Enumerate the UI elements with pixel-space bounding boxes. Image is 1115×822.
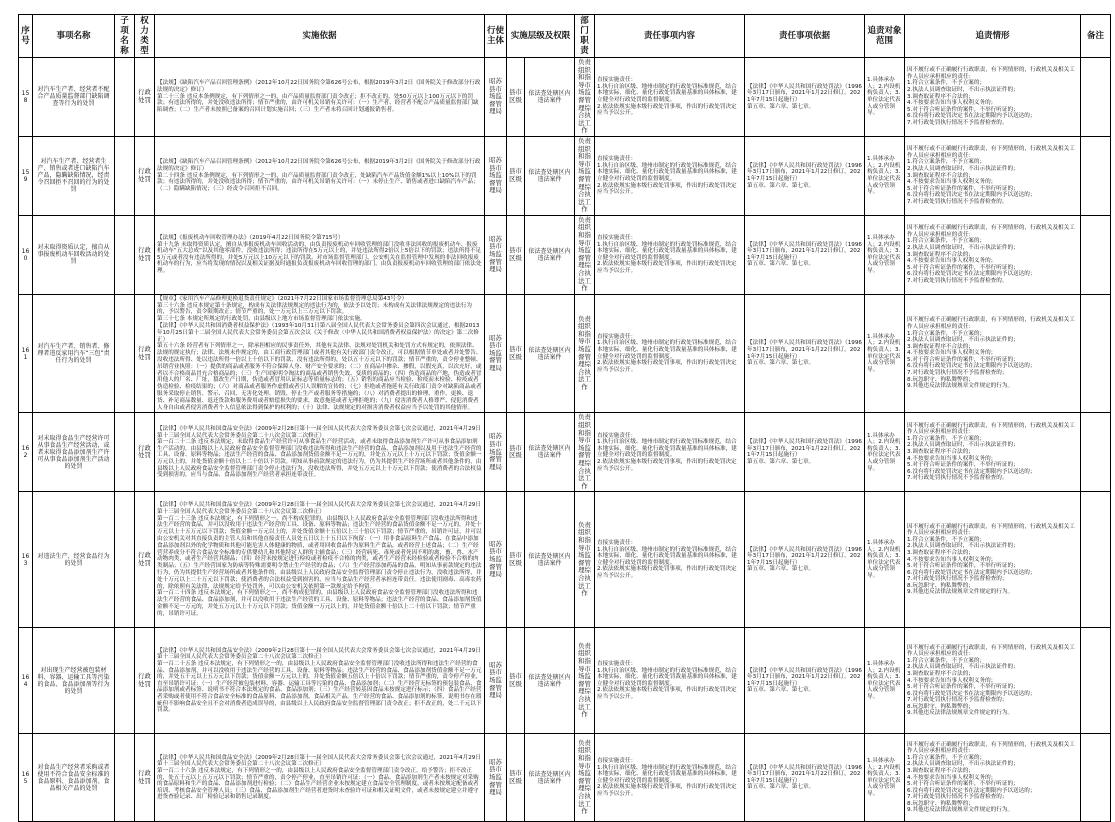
table-row [19,628,1111,734]
responsibility-basis: 【法律】《中华人民共和国行政处罚法》（1996年3月17日颁布，2021年1月22日修订，2021年7月15日起施行） 第五章、第六章、第七章。 [745,58,865,137]
power-type: 行政处罚 [135,58,155,137]
accountability-targets: 1.具体承办人；2.内设机构负责人；3.单位法定代表人或分管领导。 [865,628,905,734]
implementing-subject: 昭苏县市场监督管理局 [485,628,507,734]
sub-item-name [115,413,135,492]
accountability-situations: 因不履行或不正确履行行政职责，有下列情形的，行政机关及相关工作人员应承担相应的责任： 1.符合立案条件，不予立案的； 2.执法人员调查取证时，不出示执法证件的； 3.调查取证程序不合法的； 4.不按要求告知当事人权利义务的； 5.对于符合听证条件的案件，不举行听证的； 6.没有将行政处罚决定书在法定期限内予以送达的； 7.对行政处罚执行情况不予监督检查的。 [905,215,1081,294]
sub-item-name [115,628,135,734]
implementation-scope: 依法查处辖区内违法案件 [525,136,575,215]
accountability-targets: 1.具体承办人；2.内设机构负责人；3.单位法定代表人或分管领导。 [865,294,905,413]
department-duty: 负责组织和指导市场监督管理综合执法工作 [575,734,595,822]
accountability-situations: 因不履行或不正确履行行政职责，有下列情形的，行政机关及相关工作人员应承担相应的责任： 1.符合立案条件，不予立案的； 2.执法人员调查取证时，不出示执法证件的； 3.调查取证程序不合法的； 4.不按要求告知当事人权利义务的； 5.对于符合听证条件的案件，不举行听证的； 6.没有将行政处罚决定书在法定期限内予以送达的； 7.对行政处罚执行情况不予监督检查的； 8.玩忽职守、徇私舞弊的； 9.其他违反法律法规规章文件规定的行为。 [905,492,1081,628]
note [1081,734,1111,822]
implementation-basis: 【法律】《中华人民共和国食品安全法》（2009年2月28日第十一届全国人民代表大会常务委员会第七次会议通过，2021年4月29日第十三届全国人民代表大会常务委员会第二十八次会议第二次修正） 第一百二十六条 违反本法规定，有下列情形之一的，由县级以上人民政府食品安全监督管理部门责令改正，给予警告；拒不改正的，处五千元以上五万元以下罚款；情节严重的，责令停产停业，直至吊销许可证：（一）食品、食品添加剂生产者未按规定对采购的食品原料和生产的食品、食品添加剂进行检验；（二）食品生产经营企业未按规定建立食品安全管理制度，或者未按规定配备或者培训、考核食品安全管理人员；（三）食品、食品添加剂生产经营者进货时未查验许可证和相关证明文件，或者未按规定建立并遵守进货查验记录、出厂检验记录和销售记录制度。 [155,734,485,822]
responsibility-content: 直接实施责任： 1.执行自治区级、地州市制定的行政处罚标准规范，结合本地实际，细化、量化行政处罚裁量基准的具体标准，建立健全对行政处罚的监督制度。 2.依法依规实施本级行政处罚事项，作出的行政处罚决定应当予以公开。 [595,58,745,137]
header-cell: 子项名称 [115,15,135,58]
implementing-subject: 昭苏县市场监督管理局 [485,215,507,294]
header-cell: 实施依据 [155,15,485,58]
implementation-scope: 依法查处辖区内违法案件 [525,58,575,137]
row-number: 159 [19,136,33,215]
implementation-level: 县市区级 [507,628,525,734]
implementation-level: 县市区级 [507,492,525,628]
responsibility-content: 直接实施责任： 1.执行自治区级、地州市制定的行政处罚标准规范，结合本地实际，细化、量化行政处罚裁量基准的具体标准，建立健全对行政处罚的监督制度。 2.依法依规实施本级行政处罚事项，作出的行政处罚决定应当予以公开。 [595,136,745,215]
accountability-situations: 因不履行或不正确履行行政职责，有下列情形的，行政机关及相关工作人员应承担相应的责任： 1.符合立案条件，不予立案的； 2.执法人员调查取证时，不出示执法证件的； 3.调查取证程序不合法的； 4.不按要求告知当事人权利义务的； 5.对于符合听证条件的案件，不举行听证的； 6.没有将行政处罚决定书在法定期限内予以送达的； 7.对行政处罚执行情况不予监督检查的。 [905,136,1081,215]
row-number: 158 [19,58,33,137]
implementing-subject: 昭苏县市场监督管理局 [485,294,507,413]
row-number: 165 [19,734,33,822]
department-duty: 负责组织和指导市场监督管理综合执法工作 [575,136,595,215]
implementation-basis: 【规章】《家用汽车产品修理更换退货责任规定》（2021年7月22日国家市场监督管理总局第43号令） 第三十六条 违反本规定第十条规定，构成有关法律法规规定的违法行为的，依法予以处罚；未构成有关法律法规规定的违法行为的，予以警告，责令限期改正；情节严重的，处一万元以上三万元以下罚款。 第三十七条 本规定所规定的行政处罚，由县级以上地方市场监督管理部门依法实施。 【法律】《中华人民共和国消费者权益保护法》（1993年10月31日第八届全国人民代表大会常务委员会第四次会议通过，根据2013年10月25日第十二届全国人民代表大会常务委员会第五次会议《关于修改〈中华人民共和国消费者权益保护法〉的决定》第二次修正） 第五十六条 经营者有下列情形之一，除承担相应的民事责任外，其他有关法律、法规对处罚机关和处罚方式有规定的，依照法律、法规的规定执行；法律、法规未作规定的，由工商行政管理部门或者其他有关行政部门责令改正，可以根据情节单处或者并处警告、没收违法所得、处以违法所得一倍以上十倍以下的罚款，没有违法所得的，处以五十万元以下的罚款；情节严重的，责令停业整顿、吊销营业执照：（一）提供的商品或者服务不符合保障人身、财产安全要求的；（二）在商品中掺杂、掺假，以假充真，以次充好，或者以不合格商品冒充合格商品的；（三）生产国家明令淘汰的商品或者销售失效、变质的商品的；（四）伪造商品的产地，伪造或者冒用他人的厂名、厂址，篡改生产日期，伪造或者冒用认证标志等质量标志的；（五）销售的商品应当检验、检疫而未检验、检疫或者伪造检验、检疫结果的；（六）对商品或者服务作虚假或者引人误解的宣传的；（七）拒绝或者拖延有关行政部门责令对缺陷商品或者服务采取停止销售、警示、召回、无害化处理、销毁、停止生产或者服务等措施的；（八）对消费者提出的修理、重作、更换、退货、补足商品数量、退还货款和服务费用或者赔偿损失的要求，故意拖延或者无理拒绝的；（九）侵害消费者人格尊严、侵犯消费者人身自由或者侵害消费者个人信息依法得到保护的权利的；（十）法律、法规规定的对损害消费者权益应当予以处罚的其他情形。 [155,294,485,413]
implementation-scope: 依法查处辖区内违法案件 [525,215,575,294]
responsibility-content: 直接实施责任： 1.执行自治区级、地州市制定的行政处罚标准规范，结合本地实际，细化、量化行政处罚裁量基准的具体标准，建立健全对行政处罚的监督制度。 2.依法依规实施本级行政处罚事项，作出的行政处罚决定应当予以公开。 [595,628,745,734]
note [1081,136,1111,215]
row-number: 163 [19,492,33,628]
item-name: 对汽车生产者、销售者、修理者违反家用汽车“三包”责任行为的处罚 [33,294,115,413]
implementation-basis: 【法规】《缺陷汽车产品召回管理条例》（2012年10月22日国务院令第626号公布，根据2019年3月2日《国务院关于修改部分行政法规的决定》修订） 第二十四条 违反本条例规定，有下列情形之一的，由产品质量监督部门责令改正，处缺陷汽车产品货值金额1%以上10%以下的罚款；有违法所得的，并处没收违法所得；情节严重的，由许可机关吊销有关许可：（一）未停止生产、销售或者进口缺陷汽车产品；（二）隐瞒缺陷情况；（三）经责令召回拒不召回。 [155,136,485,215]
responsibility-basis: 【法律】《中华人民共和国行政处罚法》（1996年3月17日颁布，2021年1月22日修订，2021年7月15日起施行） 第五章、第六章、第七章。 [745,734,865,822]
responsibility-basis: 【法律】《中华人民共和国行政处罚法》（1996年3月17日颁布，2021年1月22日修订，2021年7月15日起施行） 第五章、第六章、第七章。 [745,294,865,413]
responsibility-table [18,14,1111,822]
implementation-scope: 依法查处辖区内违法案件 [525,734,575,822]
row-number: 161 [19,294,33,413]
power-type: 行政处罚 [135,734,155,822]
department-duty: 负责组织和指导市场监督管理综合执法工作 [575,628,595,734]
sub-item-name [115,294,135,413]
item-name: 对食品生产经营者采购或者使用不符合食品安全标准的食品原料、食品添加剂、食品相关产品的处罚 [33,734,115,822]
table-row [19,215,1111,294]
accountability-targets: 1.具体承办人；2.内设机构负责人；3.单位法定代表人或分管领导。 [865,413,905,492]
responsibility-content: 直接实施责任： 1.执行自治区级、地州市制定的行政处罚标准规范，结合本地实际，细化、量化行政处罚裁量基准的具体标准，建立健全对行政处罚的监督制度。 2.依法依规实施本级行政处罚事项，作出的行政处罚决定应当予以公开。 [595,492,745,628]
implementation-basis: 【法规】《缺陷汽车产品召回管理条例》（2012年10月22日国务院令第626号公布，根据2019年3月2日《国务院关于修改部分行政法规的决定》修订） 第二十三条 违反本条例规定，有下列情形之一的，由产品质量监督部门责令改正；拒不改正的，处50万元以上100万元以下的罚款；有违法所得的，并处没收违法所得；情节严重的，由许可机关吊销有关许可：（一）生产者、经营者不配合产品质量监督部门缺陷调查；（二）生产者未按照已备案的召回计划实施召回；（三）生产者未将召回计划通报销售者。 [155,58,485,137]
header-cell: 责任事项内容 [595,15,745,58]
header-cell: 部门职责 [575,15,595,58]
responsibility-basis: 【法律】《中华人民共和国行政处罚法》（1996年3月17日颁布，2021年1月22日修订，2021年7月15日起施行） 第五章、第六章、第七章。 [745,136,865,215]
accountability-situations: 因不履行或不正确履行行政职责，有下列情形的，行政机关及相关工作人员应承担相应的责任： 1.符合立案条件，不予立案的； 2.执法人员调查取证时，不出示执法证件的； 3.调查取证程序不合法的； 4.不按要求告知当事人权利义务的； 5.对于符合听证条件的案件，不举行听证的； 6.没有将行政处罚决定书在法定期限内予以送达的； 7.对行政处罚执行情况不予监督检查的。 [905,58,1081,137]
document-page [18,14,1110,822]
implementation-level: 县市区级 [507,215,525,294]
header-cell: 实施层级及权限 [507,15,575,58]
item-name: 对汽车生产者、经营者不配合产品质量监督部门缺陷调查等行为的处罚 [33,58,115,137]
row-number: 162 [19,413,33,492]
implementing-subject: 昭苏县市场监督管理局 [485,58,507,137]
table-row [19,734,1111,822]
item-name: 对未取得资质认定，擅自从事报废机动车回收活动的处罚 [33,215,115,294]
implementation-scope: 依法查处辖区内违法案件 [525,294,575,413]
responsibility-basis: 【法律】《中华人民共和国行政处罚法》（1996年3月17日颁布，2021年1月22日修订，2021年7月15日起施行） 第五章、第六章、第七章。 [745,628,865,734]
accountability-targets: 1.具体承办人；2.内设机构负责人；3.单位法定代表人或分管领导。 [865,215,905,294]
row-number: 160 [19,215,33,294]
table-header-row [19,15,1111,58]
responsibility-content: 直接实施责任： 1.执行自治区级、地州市制定的行政处罚标准规范，结合本地实际，细化、量化行政处罚裁量基准的具体标准，建立健全对行政处罚的监督制度。 2.依法依规实施本级行政处罚事项，作出的行政处罚决定应当予以公开。 [595,294,745,413]
table-row [19,492,1111,628]
note [1081,492,1111,628]
power-type: 行政处罚 [135,294,155,413]
note [1081,58,1111,137]
responsibility-basis: 【法律】《中华人民共和国行政处罚法》（1996年3月17日颁布，2021年1月22日修订，2021年7月15日起施行） 第五章、第六章、第七章。 [745,413,865,492]
item-name: 对未取得食品生产经营许可从事食品生产经营活动，或者未取得食品添加剂生产许可从事食品添加剂生产活动的处罚 [33,413,115,492]
header-cell: 序号 [19,15,33,58]
sub-item-name [115,734,135,822]
department-duty: 负责组织和指导市场监督管理综合执法工作 [575,58,595,137]
header-cell: 事项名称 [33,15,115,58]
accountability-targets: 1.具体承办人；2.内设机构负责人；3.单位法定代表人或分管领导。 [865,734,905,822]
header-cell: 行使主体 [485,15,507,58]
power-type: 行政处罚 [135,215,155,294]
implementation-level: 县市区级 [507,294,525,413]
department-duty: 负责组织和指导市场监督管理综合执法工作 [575,413,595,492]
responsibility-content: 直接实施责任： 1.执行自治区级、地州市制定的行政处罚标准规范，结合本地实际，细化、量化行政处罚裁量基准的具体标准，建立健全对行政处罚的监督制度。 2.依法依规实施本级行政处罚事项，作出的行政处罚决定应当予以公开。 [595,734,745,822]
implementation-level: 县市区级 [507,413,525,492]
department-duty: 负责组织和指导市场监督管理综合执法工作 [575,215,595,294]
power-type: 行政处罚 [135,628,155,734]
implementation-basis: 【法律】《中华人民共和国食品安全法》（2009年2月28日第十一届全国人民代表大会常务委员会第七次会议通过，2021年4月29日第十三届全国人民代表大会常务委员会第二十八次会议第二次修正） 第一百二十三条 违反本法规定，有下列情形之一，尚不构成犯罪的，由县级以上人民政府食品安全监督管理部门没收违法所得和违法生产经营的食品，并可以没收用于违法生产经营的工具、设备、原料等物品；违法生产经营的食品货值金额不足一万元的，并处十万元以上十五万元以下罚款；货值金额一万元以上的，并处货值金额十五倍以上三十倍以下罚款；情节严重的，吊销许可证，并可以由公安机关对其直接负责的主管人员和其他直接责任人员处五日以上十五日以下拘留：（一）用非食品原料生产食品、在食品中添加食品添加剂以外的化学物质和其他可能危害人体健康的物质，或者用回收食品作为原料生产食品，或者经营上述食品；（二）生产经营营养成分不符合食品安全标准的专供婴幼儿和其他特定人群的主辅食品；（三）经营病死、毒死或者死因不明的禽、畜、兽、水产动物肉类，或者生产经营其制品；（四）经营未按规定进行检疫或者检疫不合格的肉类，或者生产经营未经检验或者检验不合格的肉类制品；（五）生产经营国家为防病等特殊需要明令禁止生产经营的食品；（六）生产经营添加药品的食品。明知从事前款规定的违法行为，仍为其提供生产经营场所或者其他条件的，由县级以上人民政府食品安全监督管理部门责令停止违法行为，没收违法所得，并处十万元以上二十万元以下罚款；使消费者的合法权益受到损害的，应当与食品生产经营者承担连带责任。违法使用剧毒、高毒农药的，除依照有关法律、法规规定给予处罚外，可以由公安机关依照第一款规定给予拘留。 第一百二十四条 违反本法规定，有下列情形之一，尚不构成犯罪的，由县级以上人民政府食品安全监督管理部门没收违法所得和违法生产经营的食品、食品添加剂，并可以没收用于违法生产经营的工具、设备、原料等物品；违法生产经营的食品、食品添加剂货值金额不足一万元的，并处五万元以上十万元以下罚款；货值金额一万元以上的，并处货值金额十倍以上二十倍以下罚款；情节严重的，吊销许可证。 [155,492,485,628]
department-duty: 负责组织和指导市场监督管理综合执法工作 [575,294,595,413]
implementation-scope: 依法查处辖区内违法案件 [525,628,575,734]
implementation-level: 县市区级 [507,734,525,822]
implementation-level: 县市区级 [507,58,525,137]
sub-item-name [115,58,135,137]
header-cell: 备注 [1081,15,1111,58]
sub-item-name [115,136,135,215]
accountability-targets: 1.具体承办人；2.内设机构负责人；3.单位法定代表人或分管领导。 [865,136,905,215]
accountability-situations: 因不履行或不正确履行行政职责，有下列情形的，行政机关及相关工作人员应承担相应的责任： 1.符合立案条件，不予立案的； 2.执法人员调查取证时，不出示执法证件的； 3.调查取证程序不合法的； 4.不按要求告知当事人权利义务的； 5.对于符合听证条件的案件，不举行听证的； 6.没有将行政处罚决定书在法定期限内予以送达的； 7.对行政处罚执行情况不予监督检查的； 8.玩忽职守、徇私舞弊的； 9.其他违反法律法规规章文件规定的行为。 [905,294,1081,413]
accountability-situations: 因不履行或不正确履行行政职责，有下列情形的，行政机关及相关工作人员应承担相应的责任： 1.符合立案条件，不予立案的； 2.执法人员调查取证时，不出示执法证件的； 3.调查取证程序不合法的； 4.不按要求告知当事人权利义务的； 5.对于符合听证条件的案件，不举行听证的； 6.没有将行政处罚决定书在法定期限内予以送达的； 7.对行政处罚执行情况不予监督检查的； 8.玩忽职守、徇私舞弊的； 9.其他违反法律法规规章文件规定的行为。 [905,734,1081,822]
accountability-situations: 因不履行或不正确履行行政职责，有下列情形的，行政机关及相关工作人员应承担相应的责任： 1.符合立案条件，不予立案的； 2.执法人员调查取证时，不出示执法证件的； 3.调查取证程序不合法的； 4.不按要求告知当事人权利义务的； 5.对于符合听证条件的案件，不举行听证的； 6.没有将行政处罚决定书在法定期限内予以送达的； 7.对行政处罚执行情况不予监督检查的； 8.玩忽职守、徇私舞弊的； 9.其他违反法律法规规章文件规定的行为。 [905,628,1081,734]
header-cell: 权力类型 [135,15,155,58]
responsibility-content: 直接实施责任： 1.执行自治区级、地州市制定的行政处罚标准规范，结合本地实际，细化、量化行政处罚裁量基准的具体标准，建立健全对行政处罚的监督制度。 2.依法依规实施本级行政处罚事项，作出的行政处罚决定应当予以公开。 [595,215,745,294]
note [1081,413,1111,492]
header-cell: 责任事项依据 [745,15,865,58]
header-cell: 追责对象范围 [865,15,905,58]
responsibility-basis: 【法律】《中华人民共和国行政处罚法》（1996年3月17日颁布，2021年1月22日修订，2021年7月15日起施行） 第五章、第六章、第七章。 [745,215,865,294]
table-row [19,136,1111,215]
sub-item-name [115,492,135,628]
implementing-subject: 昭苏县市场监督管理局 [485,734,507,822]
item-name: 对出现生产经营被包装材料、容器、运输工具等污染的食品、食品添加剂等行为的处罚 [33,628,115,734]
implementation-scope: 依法查处辖区内违法案件 [525,413,575,492]
accountability-situations: 因不履行或不正确履行行政职责，有下列情形的，行政机关及相关工作人员应承担相应的责任： 1.符合立案条件，不予立案的； 2.执法人员调查取证时，不出示执法证件的； 3.调查取证程序不合法的； 4.不按要求告知当事人权利义务的； 5.对于符合听证条件的案件，不举行听证的； 6.没有将行政处罚决定书在法定期限内予以送达的； 7.对行政处罚执行情况不予监督检查的。 [905,413,1081,492]
responsibility-content: 直接实施责任： 1.执行自治区级、地州市制定的行政处罚标准规范，结合本地实际，细化、量化行政处罚裁量基准的具体标准，建立健全对行政处罚的监督制度。 2.依法依规实施本级行政处罚事项，作出的行政处罚决定应当予以公开。 [595,413,745,492]
power-type: 行政处罚 [135,492,155,628]
table-row [19,294,1111,413]
power-type: 行政处罚 [135,136,155,215]
implementing-subject: 昭苏县市场监督管理局 [485,413,507,492]
implementing-subject: 昭苏县市场监督管理局 [485,492,507,628]
implementation-basis: 【法律】《中华人民共和国食品安全法》（2009年2月28日第十一届全国人民代表大会常务委员会第七次会议通过，2021年4月29日第十三届全国人民代表大会常务委员会第二十八次会议第二次修正） 第一百二十二条 违反本法规定，未取得食品生产经营许可从事食品生产经营活动，或者未取得食品添加剂生产许可从事食品添加剂生产活动的，由县级以上人民政府食品安全监督管理部门没收违法所得和违法生产经营的食品、食品添加剂以及用于违法生产经营的工具、设备、原料等物品；违法生产经营的食品、食品添加剂货值金额不足一万元的，并处五万元以上十万元以下罚款；货值金额一万元以上的，并处货值金额十倍以上二十倍以下罚款。明知从事前款规定的违法行为，仍为其提供生产经营场所或者其他条件的，由县级以上人民政府食品安全监督管理部门责令停止违法行为，没收违法所得，并处五万元以上十万元以下罚款；使消费者的合法权益受到损害的，应当与食品、食品添加剂生产经营者承担连带责任。 [155,413,485,492]
implementation-level: 县市区级 [507,136,525,215]
accountability-targets: 1.具体承办人；2.内设机构负责人；3.单位法定代表人或分管领导。 [865,492,905,628]
implementation-scope: 依法查处辖区内违法案件 [525,492,575,628]
table-row [19,413,1111,492]
note [1081,628,1111,734]
responsibility-basis: 【法律】《中华人民共和国行政处罚法》（1996年3月17日颁布，2021年1月22日修订，2021年7月15日起施行） 第五章、第六章、第七章。 [745,492,865,628]
implementing-subject: 昭苏县市场监督管理局 [485,136,507,215]
implementation-basis: 【法规】《报废机动车回收管理办法》（2019年4月22日国务院令第715号） 第十九条 未取得资质认定，擅自从事报废机动车回收活动的，由负责报废机动车回收管理的部门没收非法回收的报废机动车、报废机动车“五大总成”以及其他零部件，没收违法所得；违法所得在5万元以上的，并处违法所得2倍以上5倍以下的罚款；违法所得不足5万元或者没有违法所得的，并处5万元以上10万元以下的罚款。对市场监督管理部门、公安机关在监督管理中发现的非法回收报废机动车的行为，应当将发现的情况以及相关证据及时通报负责报废机动车回收管理的部门，由负责报废机动车回收管理的部门依法处理。 [155,215,485,294]
row-number: 164 [19,628,33,734]
note [1081,294,1111,413]
accountability-targets: 1.具体承办人；2.内设机构负责人；3.单位法定代表人或分管领导。 [865,58,905,137]
table-row [19,58,1111,137]
note [1081,215,1111,294]
item-name: 对违法生产、经营食品行为的处罚 [33,492,115,628]
item-name: 对汽车生产者、经营者生产、销售或者进口缺陷汽车产品，隐瞒缺陷情况，经责令召回拒不召回的行为的处罚 [33,136,115,215]
power-type: 行政处罚 [135,413,155,492]
implementation-basis: 【法律】《中华人民共和国食品安全法》（2009年2月28日第十一届全国人民代表大会常务委员会第七次会议通过，2021年4月29日第十三届全国人民代表大会常务委员会第二十八次会议第二次修正） 第一百二十五条 违反本法规定，有下列情形之一的，由县级以上人民政府食品安全监督管理部门没收违法所得和违法生产经营的食品、食品添加剂，并可以没收用于违法生产经营的工具、设备、原料等物品；违法生产经营的食品、食品添加剂货值金额不足一万元的，并处五千元以上五万元以下罚款；货值金额一万元以上的，并处货值金额五倍以上十倍以下罚款；情节严重的，责令停产停业，直至吊销许可证：（一）生产经营被包装材料、容器、运输工具等污染的食品、食品添加剂；（二）生产经营无标签的预包装食品、食品添加剂或者标签、说明书不符合本法规定的食品、食品添加剂；（三）生产经营转基因食品未按规定进行标示；（四）食品生产经营者采购或者使用不符合食品安全标准的食品原料、食品添加剂、食品相关产品。生产经营的食品、食品添加剂的标签、说明书存在瑕疵但不影响食品安全且不会对消费者造成误导的，由县级以上人民政府食品安全监督管理部门责令改正；拒不改正的，处二千元以下罚款。 [155,628,485,734]
sub-item-name [115,215,135,294]
department-duty: 负责组织和指导市场监督管理综合执法工作 [575,492,595,628]
header-cell: 追责情形 [905,15,1081,58]
